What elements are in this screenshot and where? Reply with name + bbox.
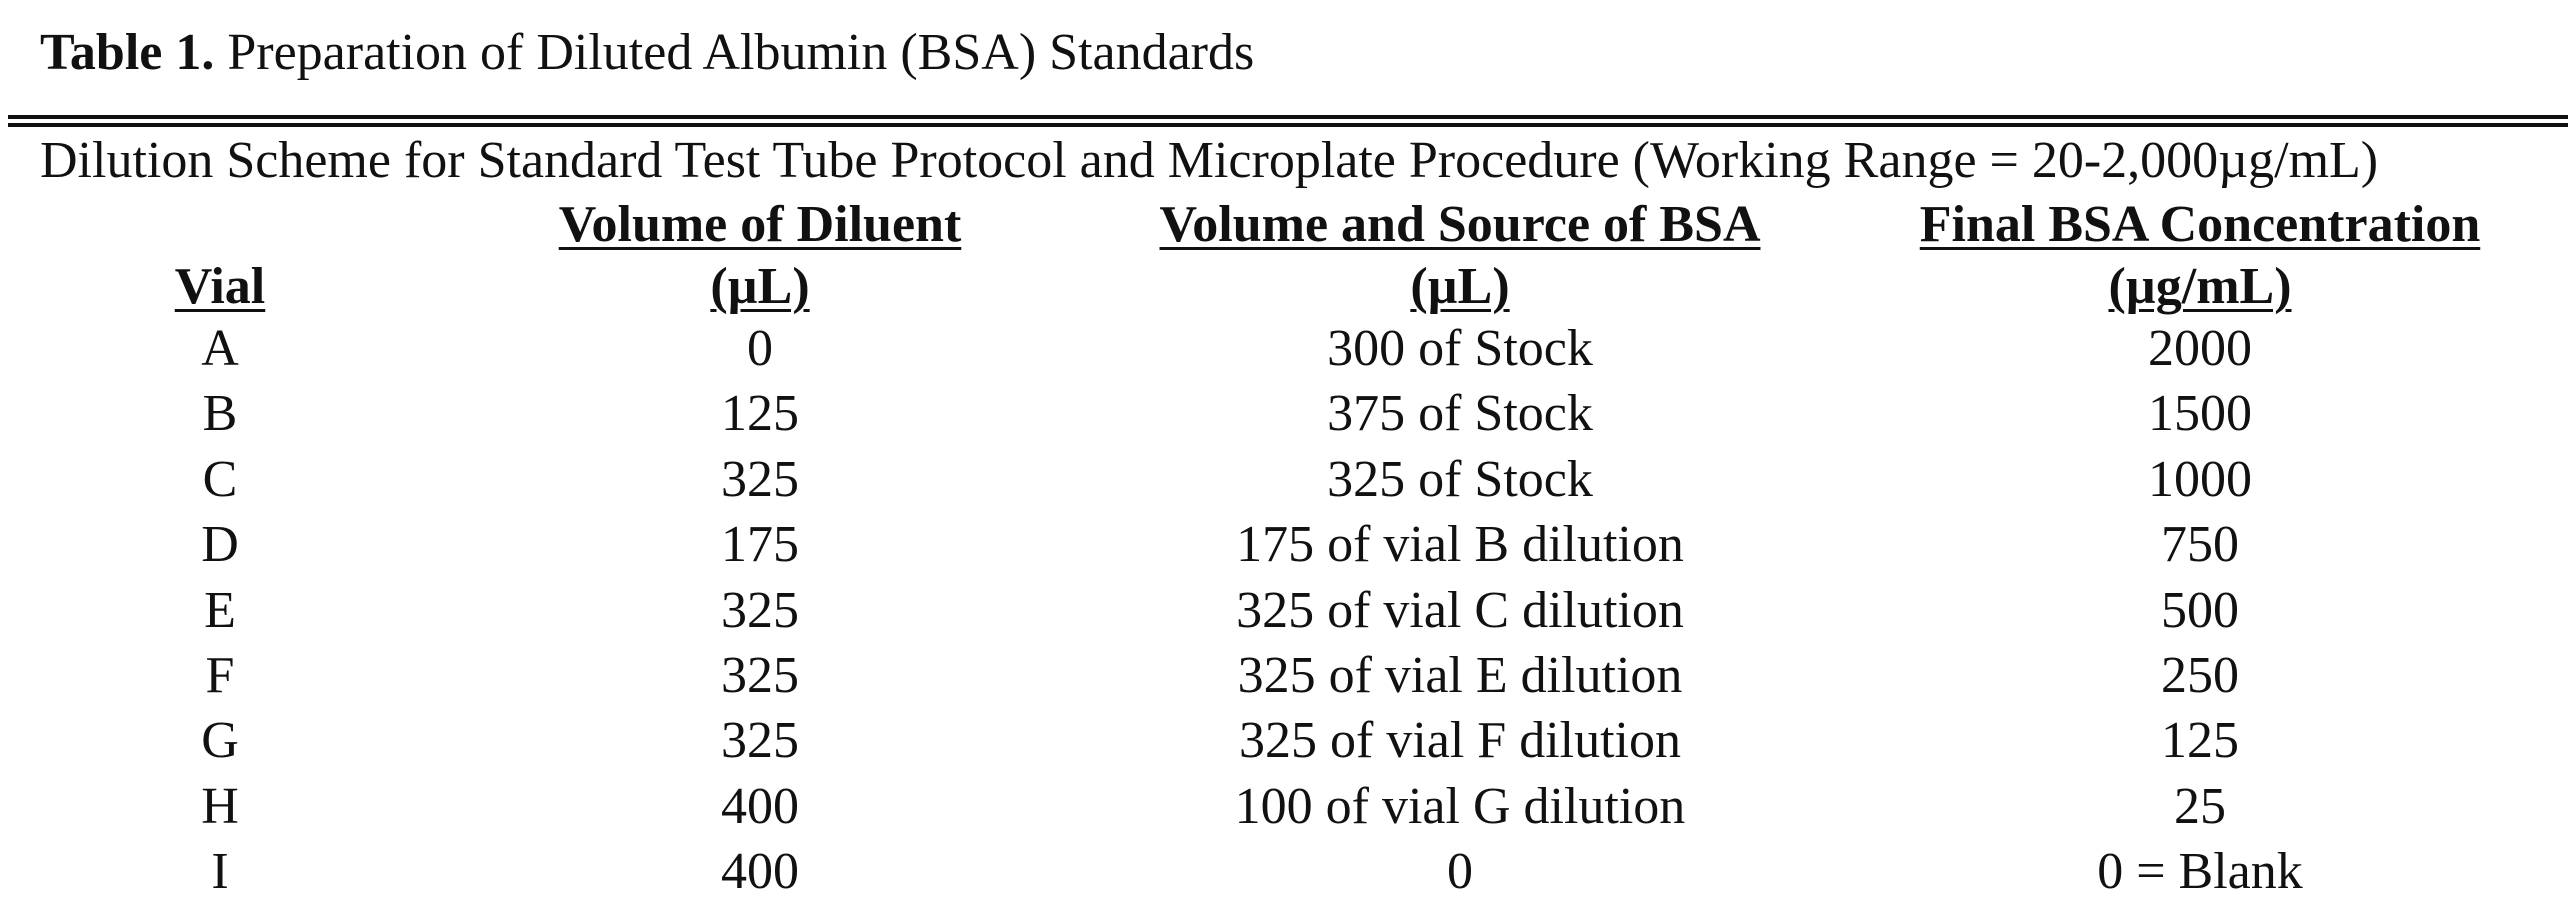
table-row bbox=[0, 708, 2576, 773]
diluent-volume-cell: 325 bbox=[721, 450, 799, 508]
vial-cell: I bbox=[211, 843, 229, 901]
table-caption-title: Preparation of Diluted Albumin (BSA) Standards bbox=[214, 24, 1255, 81]
diluent-volume-cell: 175 bbox=[721, 516, 799, 574]
vial-cell: B bbox=[202, 385, 238, 443]
table-row bbox=[0, 512, 2576, 577]
bsa-source-cell: 325 of vial F dilution bbox=[1239, 712, 1681, 770]
table-row bbox=[0, 316, 2576, 381]
column-header-vial-label: Vial bbox=[174, 258, 266, 315]
bsa-source-cell: 325 of vial C dilution bbox=[1236, 581, 1684, 639]
diluent-volume-cell: 325 bbox=[721, 581, 799, 639]
table-caption bbox=[40, 18, 1254, 88]
bsa-source-cell: 325 of Stock bbox=[1327, 450, 1593, 508]
final-concentration-cell: 500 bbox=[2161, 581, 2239, 639]
diluent-volume-cell: 400 bbox=[721, 777, 799, 835]
bsa-source-cell: 375 of Stock bbox=[1327, 385, 1593, 443]
final-concentration-cell: 25 bbox=[2174, 777, 2226, 835]
bsa-source-cell: 100 of vial G dilution bbox=[1234, 777, 1686, 835]
final-concentration-cell: 1000 bbox=[2148, 450, 2252, 508]
table-caption-label: Table 1. bbox=[40, 24, 215, 81]
top-rule-upper bbox=[8, 115, 2568, 119]
vial-cell: D bbox=[201, 516, 239, 574]
final-concentration-cell: 250 bbox=[2161, 646, 2239, 704]
final-concentration-cell: 125 bbox=[2161, 712, 2239, 770]
vial-cell: F bbox=[205, 646, 235, 704]
vial-cell: H bbox=[201, 777, 239, 835]
table-row bbox=[0, 839, 2576, 904]
diluent-volume-cell: 325 bbox=[721, 646, 799, 704]
table-body bbox=[0, 316, 2576, 905]
vial-cell: A bbox=[201, 320, 239, 377]
column-header-diluent bbox=[480, 194, 1040, 318]
vial-cell: C bbox=[202, 450, 238, 508]
table-row bbox=[0, 774, 2576, 839]
final-concentration-cell: 1500 bbox=[2148, 385, 2252, 443]
diluent-volume-cell: 125 bbox=[721, 385, 799, 443]
bsa-source-cell: 175 of vial B dilution bbox=[1236, 516, 1684, 574]
table-row bbox=[0, 381, 2576, 446]
dilution-scheme-title: Dilution Scheme for Standard Test Tube Protocol and Microplate Procedure (Working Range = 20-2,000µg/mL) bbox=[40, 132, 2379, 189]
final-concentration-cell: 2000 bbox=[2148, 320, 2252, 377]
diluent-volume-cell: 400 bbox=[721, 843, 799, 901]
column-header-diluent-line2: (µL) bbox=[710, 258, 810, 315]
final-concentration-cell: 0 = Blank bbox=[2097, 843, 2303, 901]
diluent-volume-cell: 325 bbox=[721, 712, 799, 770]
column-header-bsa-line1: Volume and Source of BSA bbox=[1159, 196, 1761, 253]
final-concentration-cell: 750 bbox=[2161, 516, 2239, 574]
column-header-final-line2: (µg/mL) bbox=[2108, 258, 2292, 315]
column-header-final-concentration bbox=[1880, 194, 2520, 318]
vial-cell: G bbox=[201, 712, 239, 770]
column-header-final-line1: Final BSA Concentration bbox=[1919, 196, 2481, 253]
bsa-source-cell: 300 of Stock bbox=[1327, 320, 1593, 377]
column-header-bsa-line2: (µL) bbox=[1410, 258, 1510, 315]
bsa-source-cell: 325 of vial E dilution bbox=[1237, 646, 1683, 704]
table-row bbox=[0, 578, 2576, 643]
bsa-source-cell: 0 bbox=[1447, 843, 1473, 901]
vial-cell: E bbox=[204, 581, 236, 639]
column-header-diluent-line1: Volume of Diluent bbox=[558, 196, 962, 253]
column-header-bsa-source bbox=[1100, 194, 1820, 318]
diluent-volume-cell: 0 bbox=[747, 320, 773, 377]
table-row bbox=[0, 643, 2576, 708]
table-row bbox=[0, 447, 2576, 512]
column-header-vial bbox=[120, 256, 320, 318]
